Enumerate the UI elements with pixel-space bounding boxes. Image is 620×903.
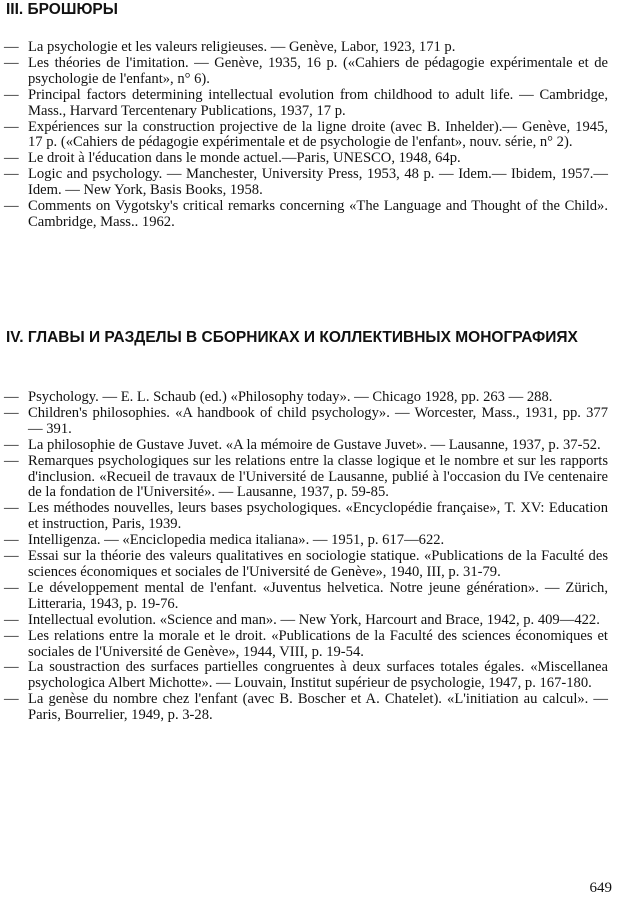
- list-dash: —: [4, 579, 19, 596]
- list-dash: —: [4, 691, 19, 708]
- entry-text: Intellectual evolution. «Science and man». — New York, Harcourt and Brace, 1942, p. 409—422.: [28, 611, 600, 628]
- entry-text: Children's philosophies. «A handbook of child psychology». — Worcester, Mass., 1931, pp. 377 — 391.: [28, 404, 608, 437]
- bibliography-entry: [0, 613, 610, 629]
- list-dash: —: [4, 404, 19, 421]
- entry-text: Le droit à l'éducation dans le monde actuel.—Paris, UNESCO, 1948, 64p.: [28, 150, 461, 167]
- entry-text: La soustraction des surfaces partielles congruentes à deux surfaces totales égales. «Miscellanea psychologica Albert Michotte». — Louvain, Institut supérieur de psychologie, 1947, p. 167-180.: [28, 659, 608, 692]
- page-number: 649: [589, 880, 612, 896]
- section-brochures: [0, 0, 610, 230]
- section-heading: III. БРОШЮРЫ: [6, 1, 118, 18]
- bibliography-entry: [0, 501, 610, 533]
- bibliography-entry: [0, 199, 610, 231]
- entry-text: Remarques psychologiques sur les relations entre la classe logique et le nombre et sur les rapports d'inclusion. «Recueil de travaux de l'Université de Lausanne, publié à l'occasion du IVe centenaire de la fondation de l'Université». — Lausanne, 1937, p. 59-85.: [28, 452, 608, 501]
- entry-text: Les méthodes nouvelles, leurs bases psychologiques. «Encyclopédie française», T. XV: Education et instruction, Paris, 1939.: [28, 500, 608, 533]
- entry-text: Logic and psychology. — Manchester, University Press, 1953, 48 p. — Idem.— Ibidem, 1957.— Idem. — New York, Basis Books, 1958.: [28, 166, 608, 199]
- bibliography-entry: [0, 151, 610, 167]
- bibliography-entry: [0, 692, 610, 724]
- entry-text: Principal factors determining intellectual evolution from childhood to adult life. — Cambridge, Mass., Harvard Tercentenary Publications, 1937, 17 p.: [28, 86, 608, 119]
- list-dash: —: [4, 150, 19, 167]
- entry-text: Les relations entre la morale et le droit. «Publications de la Faculté des sciences économiques et sociales de l'Université de Genève», 1944, VIII, p. 19-54.: [28, 627, 608, 660]
- bibliography-entry: [0, 533, 610, 549]
- section-heading: IV. ГЛАВЫ И РАЗДЕЛЫ В СБОРНИКАХ И КОЛЛЕКТИВНЫХ МОНОГРАФИЯХ: [6, 329, 578, 346]
- bibliography-entry: [0, 40, 610, 56]
- list-dash: —: [4, 389, 19, 405]
- bibliography-entry: [0, 549, 610, 581]
- bibliography-entry: [0, 167, 610, 199]
- list-dash: —: [4, 659, 19, 676]
- entry-text: La psychologie et les valeurs religieuses. — Genève, Labor, 1923, 171 p.: [28, 39, 456, 55]
- entry-text: Essai sur la théorie des valeurs qualitatives en sociologie statique. «Publications de la Faculté des sciences économiques et sociales de l'Université de Genève», 1940, III, p. 31-79.: [28, 548, 608, 580]
- bibliography-entry: [0, 438, 610, 454]
- bibliography-entry: [0, 629, 610, 661]
- entry-text: La genèse du nombre chez l'enfant (avec B. Boscher et A. Chatelet). «L'initiation au calcul». — Paris, Bourrelier, 1949, p. 3-28.: [28, 691, 608, 724]
- entry-text: Intelligenza. — «Enciclopedia medica italiana». — 1951, p. 617—622.: [28, 532, 445, 549]
- entry-text: Comments on Vygotsky's critical remarks concerning «The Language and Thought of the Child». Cambridge, Mass.. 1962.: [28, 198, 608, 230]
- list-dash: —: [4, 86, 19, 103]
- bibliography-entry: [0, 581, 610, 613]
- list-dash: —: [4, 532, 19, 549]
- list-dash: —: [4, 166, 19, 183]
- bibliography-entry: [0, 390, 610, 406]
- list-dash: —: [4, 39, 19, 55]
- bibliography-entry: [0, 454, 610, 502]
- list-dash: —: [4, 198, 19, 215]
- entry-list: [0, 40, 610, 231]
- bibliography-entry: [0, 406, 610, 438]
- bibliography-entry: [0, 120, 610, 152]
- entry-text: Les théories de l'imitation. — Genève, 1935, 16 p. («Cahiers de pédagogie expérimentale et de psychologie de l'enfant», n° 6).: [28, 54, 608, 87]
- bibliography-entry: [0, 88, 610, 120]
- list-dash: —: [4, 611, 19, 628]
- list-dash: —: [4, 452, 19, 469]
- entry-text: Le développement mental de l'enfant. «Juventus helvetica. Notre jeune génération». — Zürich, Litteraria, 1943, p. 19-76.: [28, 579, 608, 612]
- list-dash: —: [4, 500, 19, 517]
- entry-list: [0, 390, 610, 724]
- list-dash: —: [4, 118, 19, 135]
- list-dash: —: [4, 54, 19, 71]
- entry-text: La philosophie de Gustave Juvet. «A la mémoire de Gustave Juvet». — Lausanne, 1937, p. 37-52.: [28, 436, 601, 453]
- section-chapters: [0, 328, 610, 724]
- bibliography-entry: [0, 56, 610, 88]
- list-dash: —: [4, 436, 19, 453]
- bibliography-entry: [0, 660, 610, 692]
- entry-text: Psychology. — E. L. Schaub (ed.) «Philosophy today». — Chicago 1928, pp. 263 — 288.: [28, 389, 553, 405]
- entry-text: Expériences sur la construction projective de la ligne droite (avec B. Inhelder).— Genève, 1945, 17 p. («Cahiers de pédagogie expérimentale et de psychologie de l'enfant», nouv. série, n° 2).: [28, 118, 608, 151]
- list-dash: —: [4, 548, 19, 565]
- list-dash: —: [4, 627, 19, 644]
